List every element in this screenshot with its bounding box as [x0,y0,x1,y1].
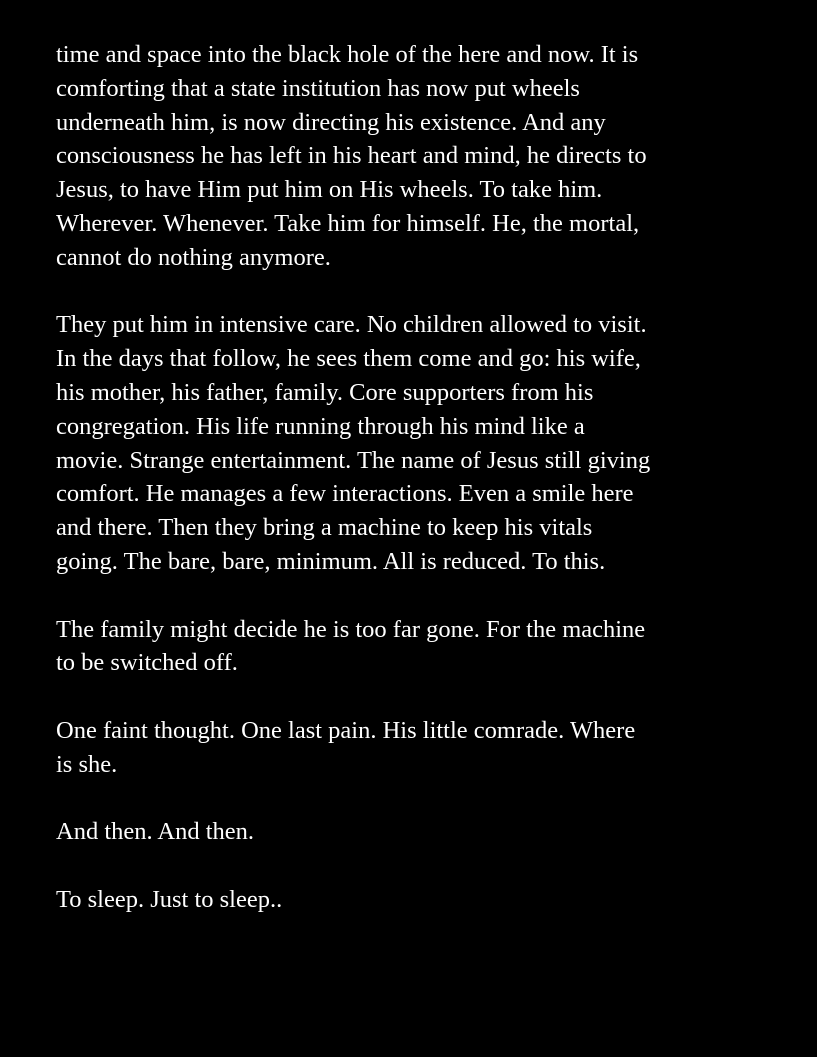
text-line: his mother, his father, family. Core supporters from his [56,378,594,406]
text-line: going. The bare, bare, minimum. All is reduced. To this. [56,547,606,575]
text-line: to be switched off. [56,649,238,677]
text-line: They put him in intensive care. No children allowed to visit. [56,311,647,339]
text-line: consciousness he has left in his heart and mind, he directs to [56,142,647,170]
text-line: cannot do nothing anymore. [56,243,331,271]
text-line: In the days that follow, he sees them come and go: his wife, [56,345,641,373]
text-line: movie. Strange entertainment. The name of Jesus still giving [56,446,651,474]
text-line: One faint thought. One last pain. His little comrade. Where [56,716,636,744]
document-page [56,38,796,951]
paragraph-6 [56,883,796,917]
text-line: congregation. His life running through his mind like a [56,412,585,440]
paragraph-4 [56,714,796,782]
text-line: To sleep. Just to sleep.. [56,885,283,913]
text-line: comfort. He manages a few interactions. Even a smile here [56,480,634,508]
text-line: is she. [56,750,118,778]
text-line: comforting that a state institution has now put wheels [56,74,580,102]
text-line: underneath him, is now directing his existence. And any [56,108,606,136]
text-line: The family might decide he is too far gone. For the machine [56,615,646,643]
paragraph-3 [56,613,796,681]
text-line: Wherever. Whenever. Take him for himself. He, the mortal, [56,209,640,237]
text-line: Jesus, to have Him put him on His wheels. To take him. [56,176,603,204]
paragraph-5 [56,815,796,849]
paragraph-1 [56,38,796,275]
paragraph-2 [56,308,796,578]
text-line: and there. Then they bring a machine to keep his vitals [56,514,593,542]
text-line: And then. And then. [56,818,255,846]
text-line: time and space into the black hole of the here and now. It is [56,41,639,68]
